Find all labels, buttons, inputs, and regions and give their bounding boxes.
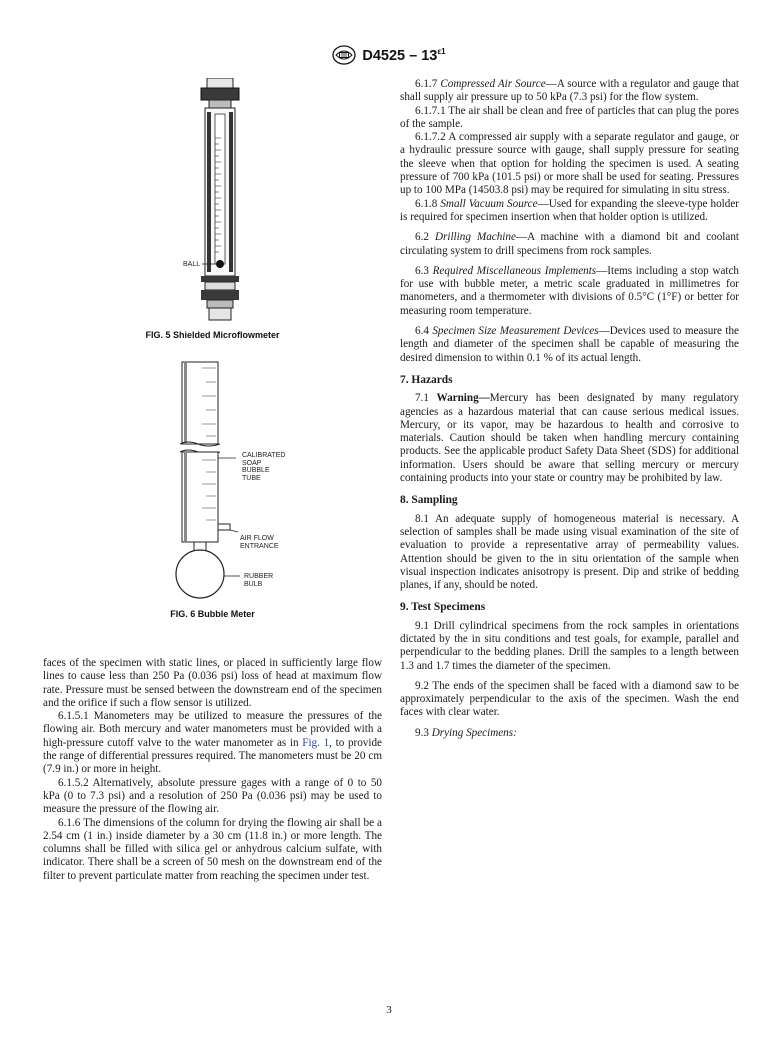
- paragraph-6-3: 6.3 Required Miscellaneous Implements—Items including a stop watch for use with bubble meter, a metric scale graduated in millimetres for manometers, and a thermometer with divisions of 0.5°C (1°F) or better for measuring room temperature.: [400, 264, 739, 317]
- paragraph-8-1: 8.1 An adequate supply of homogeneous material is necessary. A selection of samples shall be made using visual examination of the site of evaluation to provide a representative array of permeability values. Attention should be given to the in situ orientation of the sample when visual inspection indicates anisotropy is present. Dip and strike of bedding planes, if any, should be noted.: [400, 512, 739, 592]
- section-9-heading: 9. Test Specimens: [400, 601, 486, 614]
- paragraph-7-1: 7.1 Warning—Mercury has been designated by many regulatory agencies as a hazardous material that can cause serious medical issues. Mercury, or its vapor, may be hazardous to health and corrosive to materials. Caution should be taken when handling mercury containing products. See the applicable product Safety Data Sheet (SDS) for additional information. Users should be aware that selling mercury or mercury containing products into your state or country may be prohibited by law.: [400, 392, 740, 485]
- section-8-heading: 8. Sampling: [400, 494, 458, 507]
- paragraph-6-1-7-1: 6.1.7.1 The air shall be clean and free of particles that can plug the pores of the sample.: [400, 104, 739, 130]
- paragraph-6-1-7-2: 6.1.7.2 A compressed air supply with a separate regulator and gauge, or a hydraulic pressure source with gauge, shall supply pressure for seating the sleeve when that option for holding the specimen is used. A seating pressure of 700 kPa (101.5 psi) or more shall be used for seating. Pressures up to 100 MPa (14503.8 psi) may be required for simulating in situ stress.: [400, 131, 739, 197]
- page-header: [0, 43, 778, 67]
- bubble-meter-figure: [168, 360, 243, 605]
- paragraph-continued: faces of the specimen with static lines, or placed in sufficiently large flow lines to cause less than 250 Pa (0.036 psi) loss of head at maximum flow rate. Pressure must be sensed between the downstream end of the specimen and the orifice if such a flow sensor is utilized.: [43, 657, 382, 709]
- section-7-heading: 7. Hazards: [400, 373, 453, 386]
- fig6-caption: FIG. 6 Bubble Meter: [170, 609, 255, 619]
- paragraph-6-1-5-1: 6.1.5.1 Manometers may be utilized to measure the pressures of the flowing air. Both mercury and water manometers must be provided with a high-pressure cutoff valve to the water manometer as in Fig. 1, to provide the range of differential pressures required. The manometers must be 20 cm (7.9 in.) or more in height.: [43, 710, 382, 776]
- paragraph-6-4: 6.4 Specimen Size Measurement Devices—Devices used to measure the length and diameter of the specimen shall be capable of measuring the desired dimension to within 0.1 % of its actual length.: [400, 325, 739, 364]
- ball-label: BALL: [183, 261, 201, 268]
- left-column-text: [43, 657, 382, 883]
- standard-designation: $D4525 - 13^{\varepsilon 1}$: [362, 46, 446, 64]
- paragraph-6-1-5-2: 6.1.5.2 Alternatively, absolute pressure gages with a range of 0 to 50 kPa (0 to 7.3 psi) and a resolution of 250 Pa (0.036 psi) may be used to measure the pressure of the flowing air.: [43, 776, 382, 816]
- paragraph-6-1-8: 6.1.8 Small Vacuum Source—Used for expanding the sleeve-type holder is required for specimen insertion when that holder option is utilized.: [400, 197, 739, 223]
- shielded-microflowmeter-figure: [185, 78, 255, 323]
- paragraph-6-1-7: 6.1.7 Compressed Air Source—A source with a regulator and gauge that shall supply air pressure up to 50 kPa (7.3 psi) for the flow system.: [400, 78, 740, 104]
- astm-logo-icon: [332, 45, 356, 65]
- calibrated-tube-label: CALIBRATED SOAP BUBBLE TUBE: [242, 452, 286, 482]
- air-flow-entrance-label: AIR FLOW ENTRANCE: [240, 535, 279, 550]
- paragraph-9-3: 9.3 Drying Specimens:: [415, 726, 517, 739]
- paragraph-6-2: 6.2 Drilling Machine—A machine with a diamond bit and coolant circulating system to drill specimens from rock samples.: [400, 231, 739, 257]
- right-column-text: [400, 78, 739, 740]
- ball-leader-line: [202, 260, 222, 268]
- rubber-bulb-label: RUBBER BULB: [244, 573, 274, 588]
- paragraph-9-1: 9.1 Drill cylindrical specimens from the rock samples in orientations dictated by the in situ conditions and test goals, for example, parallel and perpendicular to the bedding planes. Drill the samples to a length between 1.3 and 1.7 times the diameter of the specimen.: [400, 619, 739, 672]
- paragraph-6-1-6: 6.1.6 The dimensions of the column for drying the flowing air shall be a 2.54 cm (1 in.) inside diameter by a 30 cm (11.8 in.) or more length. The columns shall be filled with silica gel or anhydrous calcium sulfate, with indicator. There shall be a screen of 50 mesh on the downstream end of the filter to prevent particulate matter from reaching the specimen under test.: [43, 816, 382, 882]
- fig5-caption: FIG. 5 Shielded Microflowmeter: [145, 330, 280, 340]
- fig1-link[interactable]: Fig. 1: [302, 736, 330, 749]
- paragraph-9-2: 9.2 The ends of the specimen shall be faced with a diamond saw to be approximately perpendicular to the axis of the specimen. Wash the end faces with clear water.: [400, 679, 739, 719]
- page-number: 3: [386, 1004, 392, 1016]
